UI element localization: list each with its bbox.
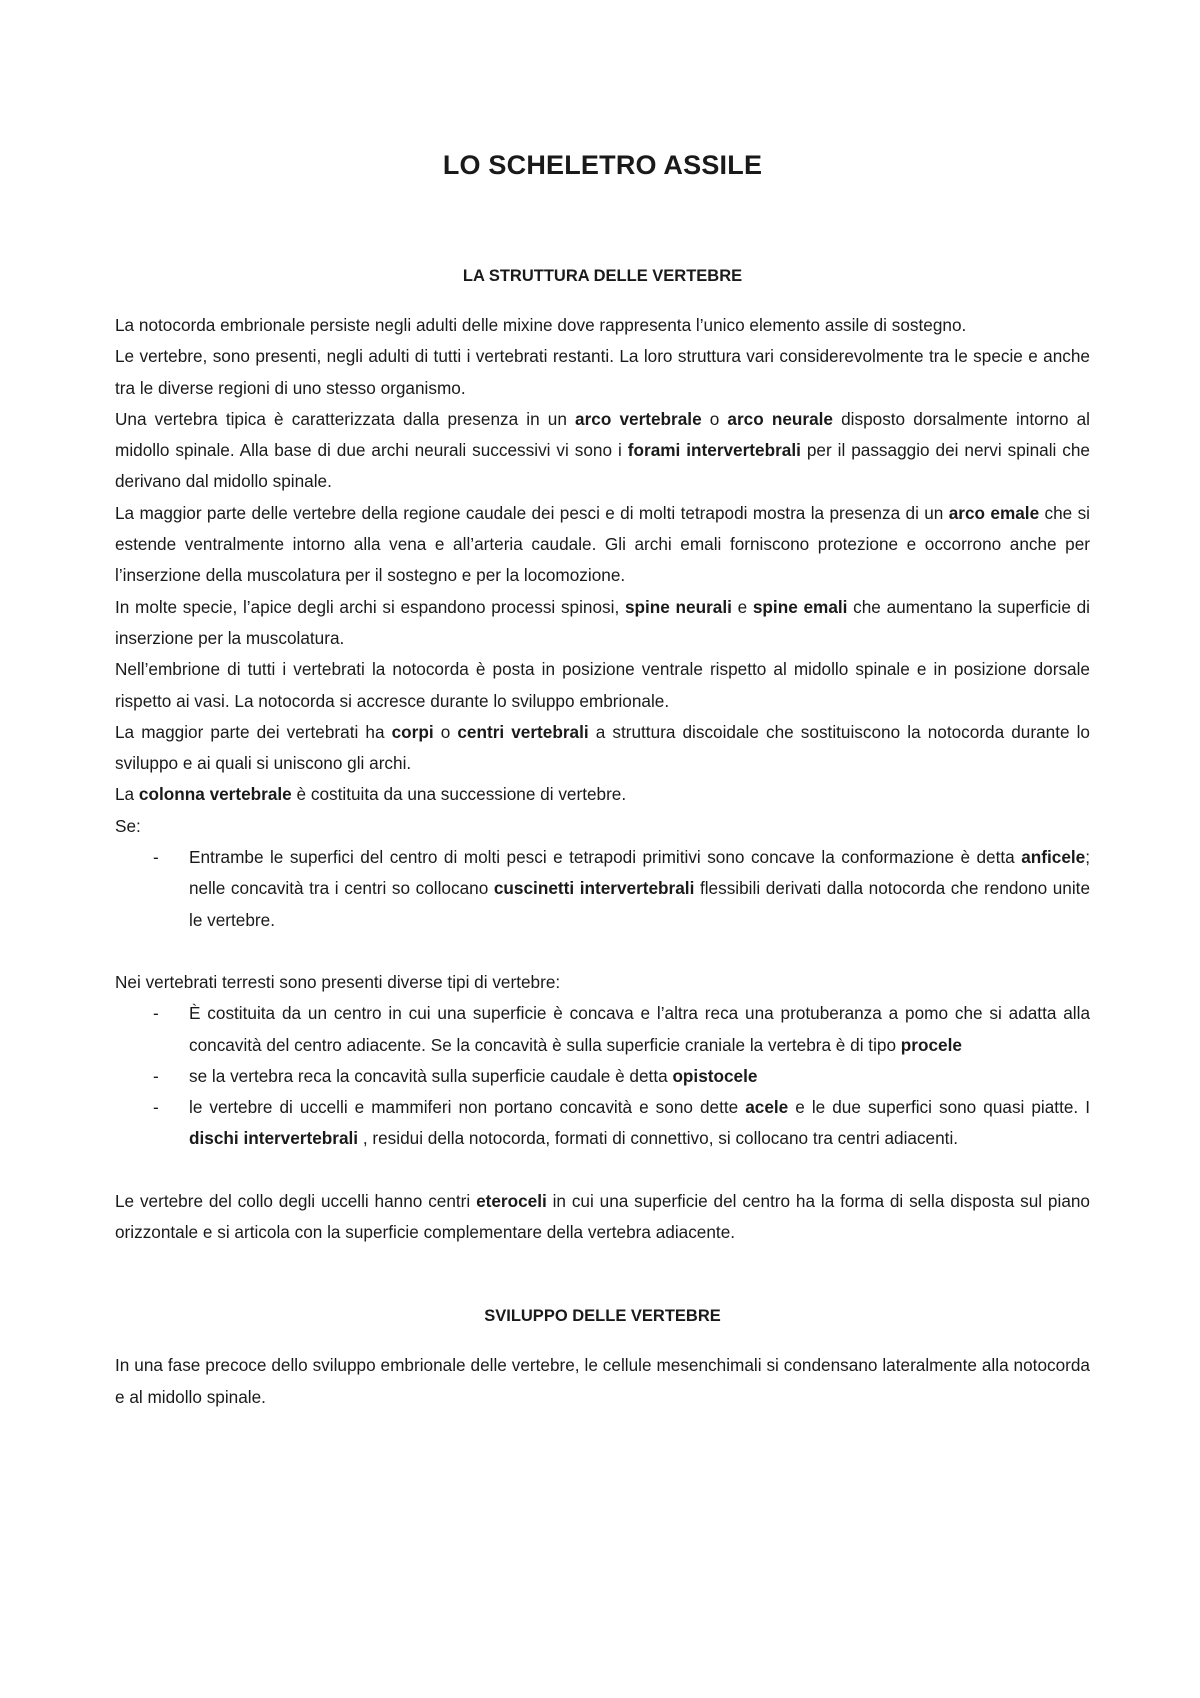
term-centri-vertebrali: centri vertebrali — [457, 721, 589, 742]
term-cuscinetti-intervertebrali: cuscinetti intervertebrali — [493, 878, 695, 899]
term-colonna-vertebrale: colonna vertebrale — [138, 784, 292, 805]
list-item — [115, 842, 1090, 936]
list-item — [115, 1061, 1090, 1092]
text-run: In molte specie, l’apice degli archi si espandono processi spinosi, — [115, 596, 625, 617]
term-eteroceli: eteroceli — [476, 1190, 547, 1211]
paragraph-development: In una fase precoce dello sviluppo embrionale delle vertebre, le cellule mesenchimali si condensano lateralmente alla notocorda e al midollo spinale. — [115, 1355, 1090, 1407]
paragraph-terrestrial: Nei vertebrati terresti sono presenti diverse tipi di vertebre: — [115, 971, 561, 992]
text-run: le vertebre di uccelli e mammiferi non portano concavità e sono dette — [189, 1097, 746, 1118]
list-item — [115, 1092, 1090, 1155]
term-spine-emali: spine emali — [752, 596, 848, 617]
text-run: disposto dorsalmente intorno al midollo spinale. Alla base di due archi neurali successivi vi sono i — [115, 408, 1090, 461]
text-run: che aumentano la superficie di inserzione per la muscolatura. — [115, 596, 1091, 648]
text-run: se la vertebra reca la concavità sulla superficie caudale è detta — [189, 1065, 673, 1086]
document-body — [115, 150, 1090, 1413]
term-acele: acele — [745, 1097, 789, 1118]
text-run: La maggior parte dei vertebrati ha — [115, 721, 392, 742]
term-corpi: corpi — [391, 721, 434, 742]
term-arco-neurale: arco neurale — [727, 408, 833, 429]
term-arco-vertebrale: arco vertebrale — [575, 408, 702, 429]
paragraph-caudal-region — [115, 498, 1090, 592]
paragraph-typical-vertebra — [115, 404, 1090, 498]
paragraph-vertebrae-presence: Le vertebre, sono presenti, negli adulti di tutti i vertebrati restanti. La loro struttura vari considerevolmente tra le specie e anche tra le diverse regioni di uno stesso organismo. — [115, 346, 1090, 398]
paragraph-vertebral-bodies — [115, 717, 1090, 780]
text-run: È costituita da un centro in cui una superficie è concava e l’altra reca una protuberanza a pomo che si adatta alla concavità del centro adiacente. Se la concavità è sulla superficie craniale la vertebra è di tipo — [189, 1003, 1090, 1055]
paragraph-embryo: Nell’embrione di tutti i vertebrati la notocorda è posta in posizione ventrale rispetto al midollo spinale e in posizione dorsale rispetto ai vasi. La notocorda si accresce durante lo sviluppo embrionale. — [115, 659, 1090, 711]
paragraph-spinous-processes — [115, 592, 1090, 655]
text-run: flessibili derivati dalla notocorda che rendono unite le vertebre. — [189, 878, 1091, 930]
text-run: è costituita da una successione di vertebre. — [291, 784, 627, 805]
section-heading-development: SVILUPPO DELLE VERTEBRE — [484, 1307, 721, 1326]
term-spine-neurali: spine neurali — [624, 596, 732, 617]
text-run: o — [701, 408, 728, 429]
term-arco-emale: arco emale — [948, 502, 1040, 523]
text-run: e — [731, 596, 753, 617]
paragraph-spacer — [115, 1155, 1090, 1186]
document-title: LO SCHELETRO ASSILE — [442, 150, 763, 180]
list-anficele — [115, 842, 1090, 936]
text-run: Una vertebra tipica è caratterizzata dalla presenza in un — [115, 408, 576, 429]
text-run: a struttura discoidale che sostituiscono la notocorda durante lo sviluppo e ai quali si uniscono gli archi. — [115, 721, 1090, 774]
term-forami-intervertebrali: forami intervertebrali — [627, 440, 801, 461]
text-run: che si estende ventralmente intorno alla vena e all’arteria caudale. Gli archi emali forniscono protezione e occorrono anche per l’inserzione della muscolatura per il sostegno e per la locomozione. — [115, 502, 1090, 586]
text-run: La — [115, 784, 139, 805]
text-run: per il passaggio dei nervi spinali che derivano dal midollo spinale. — [115, 440, 1090, 492]
term-dischi-intervertebrali: dischi intervertebrali — [189, 1128, 359, 1149]
list-vertebra-types — [115, 998, 1090, 1154]
paragraph-birds-neck — [115, 1186, 1090, 1249]
text-run: e le due superfici sono quasi piatte. I — [788, 1097, 1090, 1118]
text-run: ; nelle concavità tra i centri so collocano — [189, 847, 1090, 899]
text-run: La maggior parte delle vertebre della regione caudale dei pesci e di molti tetrapodi mostra la presenza di un — [115, 502, 949, 523]
term-opistocele: opistocele — [672, 1065, 758, 1086]
list-item — [115, 998, 1090, 1061]
term-procele: procele — [900, 1034, 962, 1055]
term-anficele: anficele — [1021, 847, 1086, 868]
paragraph-se: Se: — [115, 815, 141, 836]
text-run: o — [433, 721, 458, 742]
text-run: Entrambe le superfici del centro di molti pesci e tetrapodi primitivi sono concave la conformazione è detta — [189, 847, 1022, 868]
text-run: , residui della notocorda, formati di connettivo, si collocano tra centri adiacenti. — [358, 1128, 959, 1149]
section-heading-structure: LA STRUTTURA DELLE VERTEBRE — [462, 267, 743, 285]
paragraph-vertebral-column — [115, 779, 1090, 810]
paragraph-notochord: La notocorda embrionale persiste negli adulti delle mixine dove rappresenta l’unico elemento assile di sostegno. — [115, 315, 967, 335]
paragraph-spacer — [115, 936, 1090, 967]
text-run: in cui una superficie del centro ha la forma di sella disposta sul piano orizzontale e si articola con la superficie complementare della vertebra adiacente. — [115, 1190, 1090, 1243]
text-run: Le vertebre del collo degli uccelli hanno centri — [115, 1190, 477, 1211]
